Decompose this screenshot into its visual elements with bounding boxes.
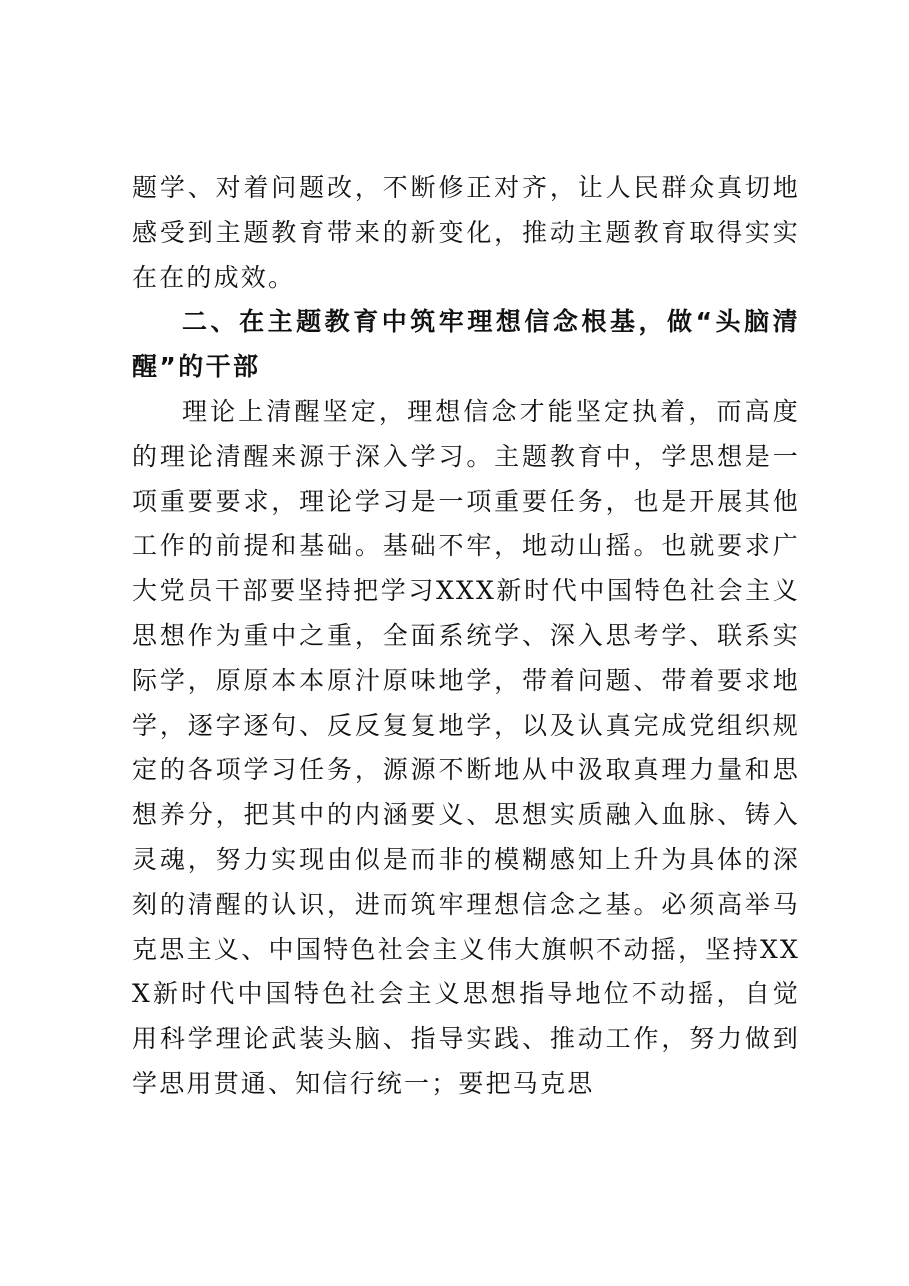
paragraph-body: 理论上清醒坚定，理想信念才能坚定执着，而高度的理论清醒来源于深入学习。主题教育中，学思想是一项重要要求，理论学习是一项重要任务，也是开展其他工作的前提和基础。基础不牢，地动山摇。也就要求广大党员干部要坚持把学习XXX新时代中国特色社会主义思想作为重中之重，全面系统学、深入思考学、联系实际学，原原本本原汁原味地学，带着问题、带着要求地学，逐字逐句、反反复复地学，以及认真完成党组织规定的各项学习任务，源源不断地从中汲取真理力量和思想养分，把其中的内涵要义、思想实质融入血脉、铸入灵魂，努力实现由似是而非的模糊感知上升为具体的深刻的清醒的认识，进而筑牢理想信念之基。必须高举马克思主义、中国特色社会主义伟大旗帜不动摇，坚持XXX新时代中国特色社会主义思想指导地位不动摇，自觉用科学理论武装头脑、指导实践、推动工作，努力做到学思用贯通、知信行统一；要把马克思 <box>132 396 800 1098</box>
section-heading: 二、在主题教育中筑牢理想信念根基，做“头脑清醒”的干部 <box>132 307 800 382</box>
document-body <box>132 166 800 1107</box>
paragraph-continuation: 题学、对着问题改，不断修正对齐，让人民群众真切地感受到主题教育带来的新变化，推动主题教育取得实实在在的成效。 <box>132 173 800 292</box>
